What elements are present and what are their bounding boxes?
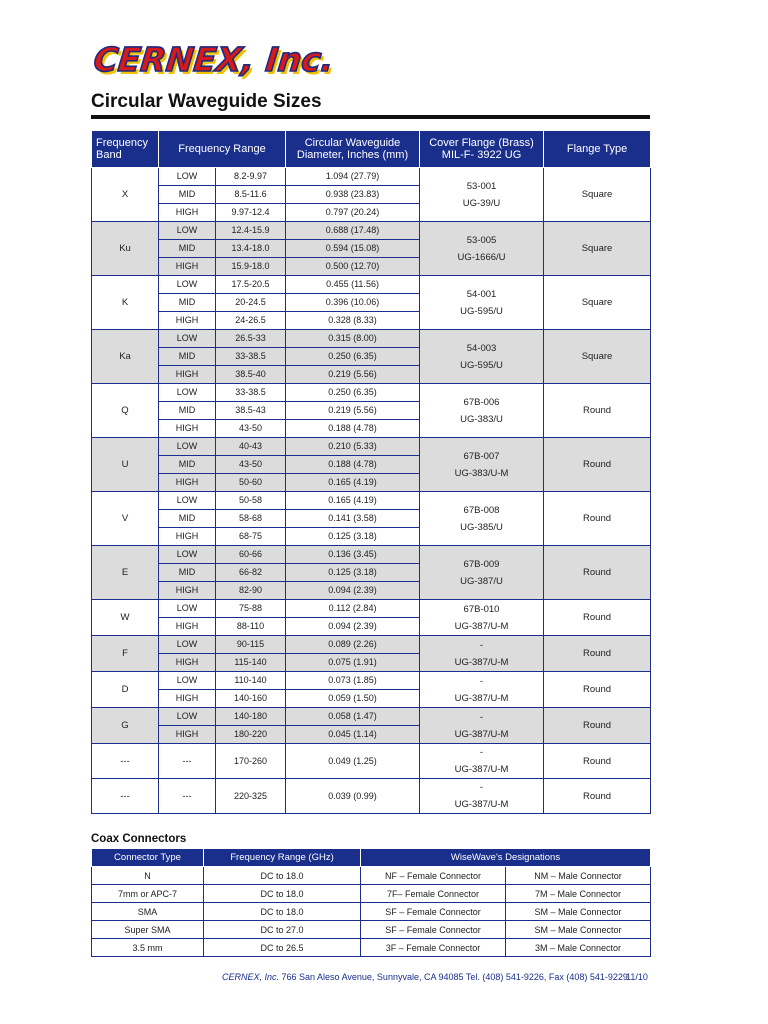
diameter-cell: 0.075 (1.91) <box>286 654 420 672</box>
connector-type-cell: Super SMA <box>92 921 204 939</box>
flange-number: 67B-006 <box>463 396 500 408</box>
flange-cell <box>420 222 544 276</box>
flange-number: 54-001 <box>466 288 497 300</box>
diameter-cell: 0.141 (3.58) <box>286 510 420 528</box>
flange-type-cell: Square <box>544 168 651 222</box>
range-cell: 140-160 <box>216 690 286 708</box>
level-cell: HIGH <box>159 654 216 672</box>
band-cell: X <box>92 168 159 222</box>
flange-number: - <box>479 639 484 651</box>
diameter-cell: 0.094 (2.39) <box>286 582 420 600</box>
diameter-cell: 0.328 (8.33) <box>286 312 420 330</box>
coax-header-frequency-range: Frequency Range (GHz) <box>204 849 361 867</box>
level-cell: LOW <box>159 492 216 510</box>
table-row <box>92 546 651 564</box>
header-frequency-range: Frequency Range <box>159 131 286 168</box>
flange-ug: UG-387/U-M <box>454 620 509 632</box>
coax-row <box>92 939 651 957</box>
flange-number: 54-003 <box>466 342 497 354</box>
coax-row <box>92 903 651 921</box>
table-row <box>92 438 651 456</box>
diameter-cell: 0.073 (1.85) <box>286 672 420 690</box>
band-cell: G <box>92 708 159 744</box>
range-cell: 40-43 <box>216 438 286 456</box>
range-cell: 82-90 <box>216 582 286 600</box>
diameter-cell: 0.059 (1.50) <box>286 690 420 708</box>
footer-company: CERNEX, Inc. <box>222 972 280 982</box>
diameter-cell: 0.250 (6.35) <box>286 348 420 366</box>
diameter-cell: 0.089 (2.26) <box>286 636 420 654</box>
female-designation-cell: NF – Female Connector <box>361 867 506 885</box>
male-designation-cell: SM – Male Connector <box>506 921 651 939</box>
band-cell: --- <box>92 744 159 779</box>
female-designation-cell: SF – Female Connector <box>361 921 506 939</box>
level-cell: HIGH <box>159 474 216 492</box>
diameter-cell: 0.136 (3.45) <box>286 546 420 564</box>
flange-number: 53-005 <box>466 234 497 246</box>
diameter-cell: 0.188 (4.78) <box>286 456 420 474</box>
header-flange-type: Flange Type <box>544 131 651 168</box>
range-cell: 38.5-40 <box>216 366 286 384</box>
table-row <box>92 222 651 240</box>
band-cell: W <box>92 600 159 636</box>
flange-type-cell: Square <box>544 330 651 384</box>
frequency-range-cell: DC to 18.0 <box>204 867 361 885</box>
coax-header-connector-type: Connector Type <box>92 849 204 867</box>
diameter-cell: 0.094 (2.39) <box>286 618 420 636</box>
flange-cell <box>420 779 544 814</box>
waveguide-table-body <box>92 168 651 814</box>
range-cell: 140-180 <box>216 708 286 726</box>
flange-ug: UG-387/U-M <box>454 764 509 775</box>
frequency-range-cell: DC to 18.0 <box>204 903 361 921</box>
range-cell: 60-66 <box>216 546 286 564</box>
flange-ug: UG-595/U <box>460 359 503 371</box>
band-cell: Q <box>92 384 159 438</box>
diameter-cell: 0.210 (5.33) <box>286 438 420 456</box>
flange-cell <box>420 276 544 330</box>
diameter-cell: 0.797 (20.24) <box>286 204 420 222</box>
header-frequency-band: Frequency Band <box>92 131 159 168</box>
flange-type-cell: Round <box>544 708 651 744</box>
table-row <box>92 672 651 690</box>
level-cell: MID <box>159 240 216 258</box>
male-designation-cell: NM – Male Connector <box>506 867 651 885</box>
flange-type-cell: Square <box>544 222 651 276</box>
band-cell: K <box>92 276 159 330</box>
range-cell: 38.5-43 <box>216 402 286 420</box>
range-cell: 180-220 <box>216 726 286 744</box>
flange-type-cell: Round <box>544 438 651 492</box>
range-cell: 43-50 <box>216 420 286 438</box>
flange-ug: UG-387/U-M <box>454 728 509 740</box>
level-cell: LOW <box>159 330 216 348</box>
flange-type-cell: Round <box>544 600 651 636</box>
band-cell: F <box>92 636 159 672</box>
flange-ug: UG-387/U <box>460 575 503 587</box>
level-cell: HIGH <box>159 726 216 744</box>
range-cell: 220-325 <box>216 779 286 814</box>
band-cell: U <box>92 438 159 492</box>
coax-row <box>92 867 651 885</box>
diameter-cell: 0.594 (15.08) <box>286 240 420 258</box>
male-designation-cell: SM – Male Connector <box>506 903 651 921</box>
table-row <box>92 330 651 348</box>
level-cell: MID <box>159 564 216 582</box>
table-row <box>92 600 651 618</box>
flange-type-cell: Round <box>544 779 651 814</box>
flange-number: 67B-010 <box>463 603 500 615</box>
level-cell: LOW <box>159 546 216 564</box>
band-cell: D <box>92 672 159 708</box>
flange-number: - <box>479 747 484 758</box>
header-diameter: Circular Waveguide Diameter, Inches (mm) <box>286 131 420 168</box>
range-cell: 50-58 <box>216 492 286 510</box>
level-cell: HIGH <box>159 582 216 600</box>
diameter-cell: 0.058 (1.47) <box>286 708 420 726</box>
flange-number: - <box>479 675 484 687</box>
male-designation-cell: 7M – Male Connector <box>506 885 651 903</box>
level-cell: LOW <box>159 636 216 654</box>
flange-cell <box>420 168 544 222</box>
range-cell: 66-82 <box>216 564 286 582</box>
diameter-cell: 0.112 (2.84) <box>286 600 420 618</box>
coax-row <box>92 885 651 903</box>
range-cell: 26.5-33 <box>216 330 286 348</box>
diameter-cell: 0.938 (23.83) <box>286 186 420 204</box>
range-cell: 115-140 <box>216 654 286 672</box>
coax-header-row <box>92 849 651 867</box>
flange-cell <box>420 600 544 636</box>
level-cell: --- <box>159 744 216 779</box>
diameter-cell: 0.039 (0.99) <box>286 779 420 814</box>
coax-section-title: Coax Connectors <box>91 833 187 845</box>
flange-cell <box>420 438 544 492</box>
range-cell: 24-26.5 <box>216 312 286 330</box>
diameter-cell: 1.094 (27.79) <box>286 168 420 186</box>
table-row <box>92 779 651 814</box>
level-cell: LOW <box>159 672 216 690</box>
diameter-cell: 0.049 (1.25) <box>286 744 420 779</box>
range-cell: 12.4-15.9 <box>216 222 286 240</box>
flange-cell <box>420 708 544 744</box>
range-cell: 8.5-11.6 <box>216 186 286 204</box>
diameter-cell: 0.315 (8.00) <box>286 330 420 348</box>
range-cell: 110-140 <box>216 672 286 690</box>
flange-cell <box>420 546 544 600</box>
level-cell: HIGH <box>159 366 216 384</box>
flange-type-cell: Square <box>544 276 651 330</box>
flange-ug: UG-387/U-M <box>454 656 509 668</box>
range-cell: 88-110 <box>216 618 286 636</box>
diameter-cell: 0.250 (6.35) <box>286 384 420 402</box>
diameter-cell: 0.188 (4.78) <box>286 420 420 438</box>
range-cell: 9.97-12.4 <box>216 204 286 222</box>
coax-row <box>92 921 651 939</box>
diameter-cell: 0.165 (4.19) <box>286 474 420 492</box>
flange-cell <box>420 636 544 672</box>
level-cell: HIGH <box>159 618 216 636</box>
diameter-cell: 0.219 (5.56) <box>286 366 420 384</box>
flange-cell <box>420 384 544 438</box>
footer-address <box>222 972 628 982</box>
coax-table <box>91 848 651 957</box>
table-row <box>92 708 651 726</box>
range-cell: 90-115 <box>216 636 286 654</box>
range-cell: 33-38.5 <box>216 384 286 402</box>
range-cell: 58-68 <box>216 510 286 528</box>
flange-type-cell: Round <box>544 744 651 779</box>
frequency-range-cell: DC to 18.0 <box>204 885 361 903</box>
range-cell: 17.5-20.5 <box>216 276 286 294</box>
level-cell: LOW <box>159 222 216 240</box>
level-cell: LOW <box>159 168 216 186</box>
coax-header-designations: WiseWave's Designations <box>361 849 651 867</box>
title-divider <box>91 115 650 119</box>
level-cell: LOW <box>159 438 216 456</box>
level-cell: MID <box>159 456 216 474</box>
footer-contact: 766 San Aleso Avenue, Sunnyvale, CA 94085 Tel. (408) 541-9226, Fax (408) 541-9229 <box>279 972 628 982</box>
connector-type-cell: SMA <box>92 903 204 921</box>
flange-number: 67B-009 <box>463 558 500 570</box>
company-logo: CERNEX, Inc. <box>91 40 336 79</box>
level-cell: HIGH <box>159 204 216 222</box>
flange-ug: UG-383/U-M <box>454 467 509 479</box>
waveguide-table <box>91 130 651 814</box>
level-cell: HIGH <box>159 528 216 546</box>
band-cell: Ku <box>92 222 159 276</box>
flange-ug: UG-387/U-M <box>454 799 509 810</box>
diameter-cell: 0.500 (12.70) <box>286 258 420 276</box>
flange-number: 67B-008 <box>463 504 500 516</box>
range-cell: 13.4-18.0 <box>216 240 286 258</box>
waveguide-header-row <box>92 131 651 168</box>
frequency-range-cell: DC to 26.5 <box>204 939 361 957</box>
header-cover-flange: Cover Flange (Brass) MIL-F- 3922 UG <box>420 131 544 168</box>
flange-number: - <box>479 711 484 723</box>
diameter-cell: 0.455 (11.56) <box>286 276 420 294</box>
flange-cell <box>420 492 544 546</box>
range-cell: 8.2-9.97 <box>216 168 286 186</box>
flange-cell <box>420 330 544 384</box>
table-row <box>92 384 651 402</box>
range-cell: 15.9-18.0 <box>216 258 286 276</box>
range-cell: 33-38.5 <box>216 348 286 366</box>
male-designation-cell: 3M – Male Connector <box>506 939 651 957</box>
frequency-range-cell: DC to 27.0 <box>204 921 361 939</box>
female-designation-cell: 3F – Female Connector <box>361 939 506 957</box>
level-cell: MID <box>159 510 216 528</box>
band-cell: --- <box>92 779 159 814</box>
band-cell: Ka <box>92 330 159 384</box>
page-title: Circular Waveguide Sizes <box>91 91 322 112</box>
flange-ug: UG-1666/U <box>457 251 506 263</box>
coax-table-body <box>92 867 651 957</box>
flange-type-cell: Round <box>544 492 651 546</box>
level-cell: MID <box>159 402 216 420</box>
flange-ug: UG-595/U <box>460 305 503 317</box>
flange-type-cell: Round <box>544 384 651 438</box>
level-cell: MID <box>159 294 216 312</box>
band-cell: V <box>92 492 159 546</box>
range-cell: 170-260 <box>216 744 286 779</box>
flange-ug: UG-383/U <box>460 413 503 425</box>
band-cell: E <box>92 546 159 600</box>
flange-number: - <box>479 782 484 793</box>
level-cell: HIGH <box>159 258 216 276</box>
level-cell: LOW <box>159 708 216 726</box>
level-cell: LOW <box>159 276 216 294</box>
level-cell: LOW <box>159 600 216 618</box>
range-cell: 75-88 <box>216 600 286 618</box>
flange-cell <box>420 744 544 779</box>
diameter-cell: 0.125 (3.18) <box>286 564 420 582</box>
diameter-cell: 0.688 (17.48) <box>286 222 420 240</box>
flange-ug: UG-385/U <box>460 521 503 533</box>
female-designation-cell: SF – Female Connector <box>361 903 506 921</box>
flange-type-cell: Round <box>544 672 651 708</box>
table-row <box>92 276 651 294</box>
level-cell: LOW <box>159 384 216 402</box>
diameter-cell: 0.396 (10.06) <box>286 294 420 312</box>
level-cell: HIGH <box>159 690 216 708</box>
flange-type-cell: Round <box>544 546 651 600</box>
diameter-cell: 0.125 (3.18) <box>286 528 420 546</box>
range-cell: 50-60 <box>216 474 286 492</box>
flange-type-cell: Round <box>544 636 651 672</box>
diameter-cell: 0.165 (4.19) <box>286 492 420 510</box>
range-cell: 43-50 <box>216 456 286 474</box>
level-cell: --- <box>159 779 216 814</box>
page-number: 11/10 <box>626 972 648 982</box>
connector-type-cell: N <box>92 867 204 885</box>
flange-cell <box>420 672 544 708</box>
level-cell: MID <box>159 348 216 366</box>
level-cell: HIGH <box>159 420 216 438</box>
level-cell: MID <box>159 186 216 204</box>
female-designation-cell: 7F– Female Connector <box>361 885 506 903</box>
connector-type-cell: 7mm or APC-7 <box>92 885 204 903</box>
level-cell: HIGH <box>159 312 216 330</box>
table-row <box>92 492 651 510</box>
range-cell: 20-24.5 <box>216 294 286 312</box>
table-row <box>92 636 651 654</box>
diameter-cell: 0.219 (5.56) <box>286 402 420 420</box>
flange-number: 67B-007 <box>463 450 500 462</box>
flange-number: 53-001 <box>466 180 497 192</box>
diameter-cell: 0.045 (1.14) <box>286 726 420 744</box>
table-row <box>92 168 651 186</box>
flange-ug: UG-387/U-M <box>454 692 509 704</box>
flange-ug: UG-39/U <box>462 197 501 209</box>
range-cell: 68-75 <box>216 528 286 546</box>
table-row <box>92 744 651 779</box>
connector-type-cell: 3.5 mm <box>92 939 204 957</box>
